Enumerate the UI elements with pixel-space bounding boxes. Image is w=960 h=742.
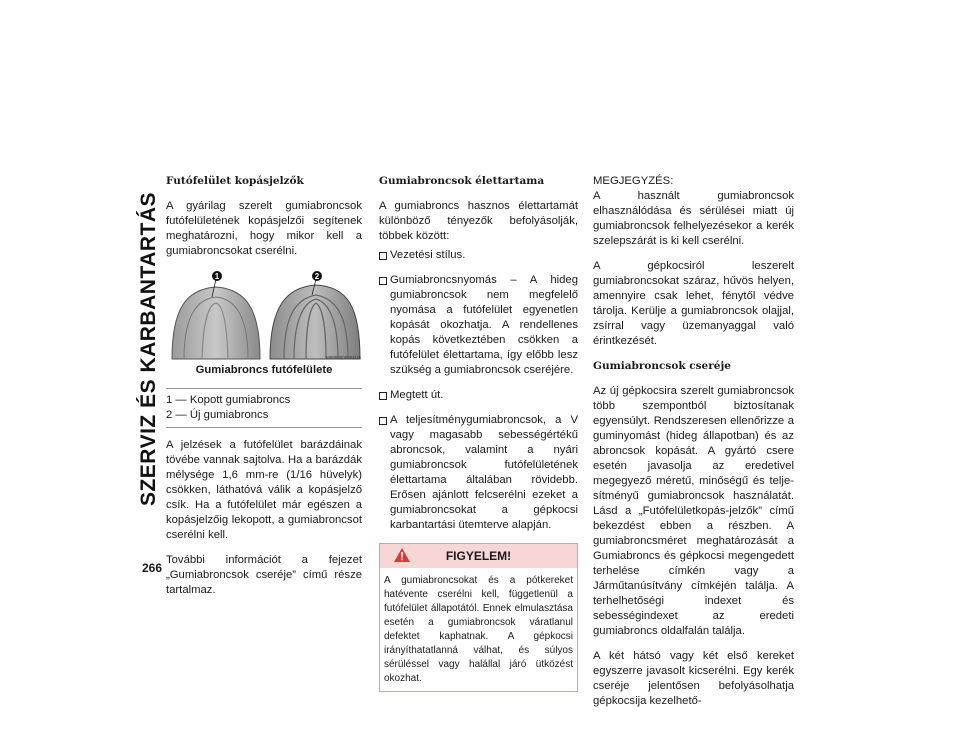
tire-illustration <box>166 269 362 361</box>
heading-tire-life: Gumiabroncsok élettartama <box>379 175 545 187</box>
page-number: 266 <box>142 561 163 575</box>
paragraph: Az új gépkocsira szerelt gumiabroncsok több szempontból biztosítanak egyensúlyt. Rendszeresen ellenőrizze a guminyomást (hideg állapotban) és az abroncsok kopását. A gyártó csere esetén javasolja az eredetivel megegyező méretű, minőségű és teljesítményű gumiabroncsok használatát. Lásd a „Futófelületkopás-jelzők” című bekezdést ebben a részben. A gumiabroncsméret meghatározását a Gumiabroncs és gépkocsi megengedett terhelése címkén vagy a Járműtanúsítvány címkéjén találja. A terhelhetőségi indexet és sebességindexet az eredeti gumiabroncs oldalfalán találja. <box>593 385 794 637</box>
marker-2: 2 <box>314 272 320 281</box>
warning-header <box>380 544 577 568</box>
warning-triangle-icon <box>394 548 410 562</box>
factor-list <box>379 248 578 533</box>
marker-1: 1 <box>214 272 220 281</box>
column-3 <box>593 174 794 719</box>
list-item: A teljesítménygumiabroncsok, a V vagy magasabb sebességértékű abroncsok, valamint a nyári gumiabroncsok futófelületének élettartama általában rövidebb. Erősen ajánlott felcserélni ezeket a gumiabroncsokat a gépkocsi karbantartási ütemterve alapján. <box>379 413 578 533</box>
image-code: M0800000004US <box>325 355 361 360</box>
paragraph: A gyárilag szerelt gumiabroncsok futófelületének kopásjelzői segítenek meghatározni, hogy mikor kell a gumiabroncsokat cserélni. <box>166 200 362 257</box>
list-item: Gumiabroncsnyomás – A hideg gumiabroncsok nem megfelelő nyomása a futófelület egyenetlen kopását okozhatja. A rendellenes kopás következtében csökken a futófelület élettartama, így előbb lesz szükség a gumiabroncsok cseréjére. <box>379 273 578 378</box>
section-title-text: SZERVIZ ÉS KARBANTARTÁS <box>137 191 161 507</box>
section-title-vertical <box>136 163 162 535</box>
figure-caption: Gumiabroncs futófelülete <box>195 364 333 376</box>
note-text: A használt gumiabroncsok elhasználódása és sérülései miatt új gumiabroncsok felhelyezésekor a kerék szelepszárát is ki kell cserélni. <box>593 190 794 247</box>
paragraph: A gumiabroncs hasznos élettartamát különböző tényezők befolyásolják, többek között: <box>379 200 578 242</box>
paragraph: További információt a fejezet „Gumiabroncsok cseréje” című része tartalmaz. <box>166 554 362 596</box>
list-item: Megtett út. <box>379 388 578 403</box>
heading-tread-wear-indicators: Futófelület kopásjelzők <box>166 175 304 187</box>
legend-item: 1 — Kopott gumiabroncs <box>166 394 291 406</box>
column-1 <box>166 174 362 608</box>
column-2 <box>379 174 578 692</box>
note-label: MEGJEGYZÉS: <box>593 175 674 187</box>
paragraph: A gépkocsiról leszerelt gumiabroncsokat száraz, hűvös helyen, amennyire csak lehet, fénytől védve tárolja. Kerülje a gumiabroncsok olajjal, zsírral vagy üzemanyaggal való érintkezését. <box>593 260 794 347</box>
figure-legend <box>166 388 362 428</box>
warning-text: A gumiabroncsokat és a pótkereket hatévente cserélni kell, függetlenül a futófelület állapotától. Ennek elmulasztása esetén a gumiabroncsok váratlanul defektet kaphatnak. A gépkocsi irányíthatatlanná válhat, és súlyos sérüléssel vagy halállal járó ütközést okozhat. <box>384 575 573 684</box>
heading-tire-replacement: Gumiabroncsok cseréje <box>593 360 731 372</box>
list-item: Vezetési stílus. <box>379 248 578 263</box>
warning-title: FIGYELEM! <box>445 548 512 563</box>
tire-tread-figure <box>166 269 362 361</box>
legend-item: 2 — Új gumiabroncs <box>166 409 269 421</box>
warning-box <box>379 543 578 692</box>
paragraph: A két hátsó vagy két első kereket egyszerre javasolt kicserélni. Egy kerék cseréje jelentősen befolyásolhatja gépkocsija kezelhető- <box>593 650 794 707</box>
paragraph: A jelzések a futófelület barázdáinak tövébe vannak sajtolva. Ha a barázdák mélysége 1,6 mm-re (1/16 hüvelyk) csökken, láthatóvá válik a kopásjelző csík. Ha a futófelület már egészen a kopásjelzőig lekopott, a gumiabroncsot cserélni kell. <box>166 439 362 541</box>
